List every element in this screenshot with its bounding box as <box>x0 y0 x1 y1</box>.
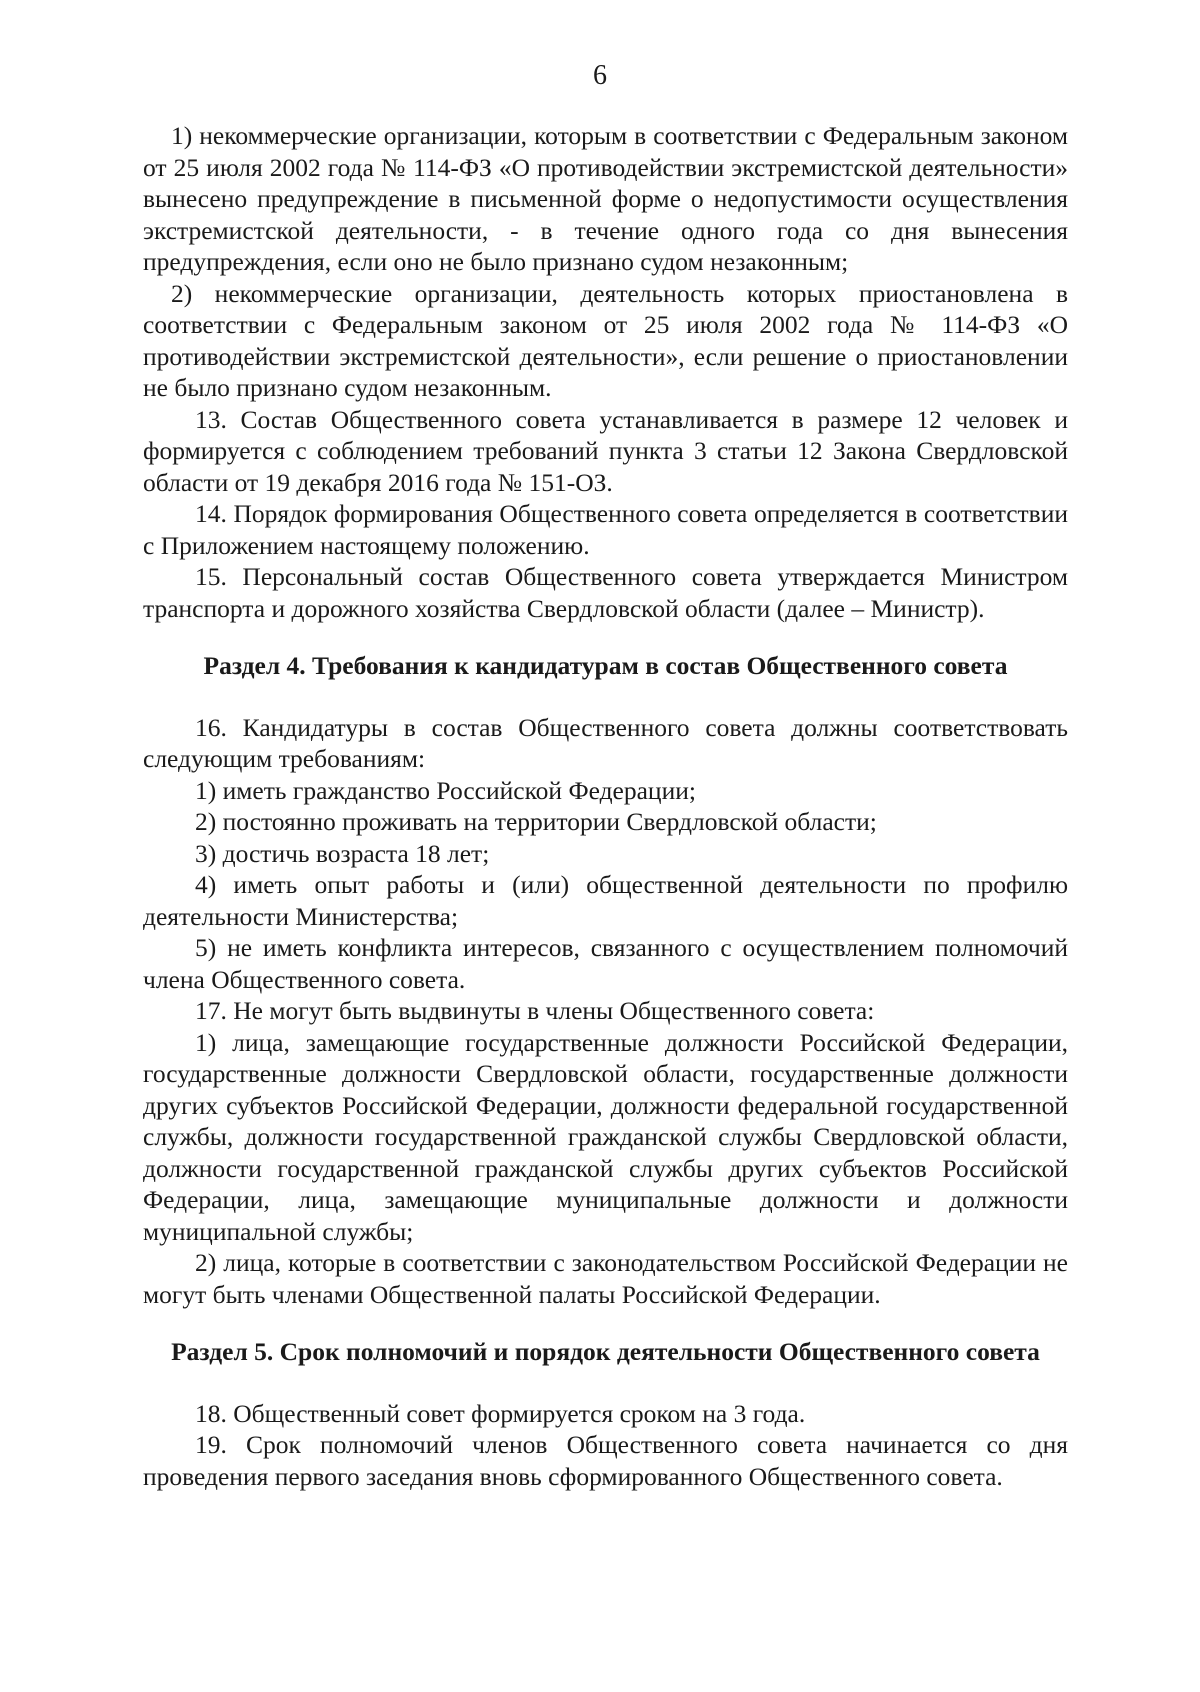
paragraph-16-item-1: 1) иметь гражданство Российской Федерации; <box>195 775 696 805</box>
paragraph-16: 16. Кандидатуры в состав Общественного совета должны соответствовать следующим требованиям: <box>143 712 1068 773</box>
paragraph-17-item-2: 2) лица, которые в соответствии с законодательством Российской Федерации не могут быть членами Общественной палаты Российской Федерации. <box>143 1248 1068 1309</box>
paragraph-15: 15. Персональный состав Общественного совета утверждается Министром транспорта и дорожного хозяйства Свердловской области (далее – Министр). <box>143 562 1068 623</box>
paragraph-19: 19. Срок полномочий членов Общественного совета начинается со дня проведения первого заседания вновь сформированного Общественного совета. <box>143 1430 1068 1491</box>
paragraph-13: 13. Состав Общественного совета устанавливается в размере 12 человек и формируется с соблюдением требований пункта 3 статьи 12 Закона Свердловской области от 19 декабря 2016 года № 151-ОЗ. <box>143 404 1068 497</box>
paragraph-18: 18. Общественный совет формируется сроком на 3 года. <box>195 1398 806 1428</box>
paragraph-14: 14. Порядок формирования Общественного совета определяется в соответствии с Приложением настоящему положению. <box>143 499 1068 560</box>
paragraph-item-2: 2) некоммерческие организации, деятельность которых приостановлена в соответствии с Федеральным законом от 25 июля 2002 года № 114-ФЗ «О противодействии экстремистской деятельности», если решение о приостановлении не было признано судом незаконным. <box>143 278 1068 402</box>
paragraph-16-item-2: 2) постоянно проживать на территории Свердловской области; <box>195 807 877 836</box>
page-number: 6 <box>593 60 607 91</box>
paragraph-16-item-4: 4) иметь опыт работы и (или) общественной деятельности по профилю деятельности Министерства; <box>143 870 1068 931</box>
section-4-heading: Раздел 4. Требования к кандидатурам в состав Общественного совета <box>203 651 1008 680</box>
section-5-heading: Раздел 5. Срок полномочий и порядок деятельности Общественного совета <box>171 1337 1040 1366</box>
paragraph-17-item-1: 1) лица, замещающие государственные должности Российской Федерации, государственные должности Свердловской области, государственные должности других субъектов Российской Федерации, должности федеральной государственной службы, должности государственной гражданской службы Свердловской области, должности государственной гражданской службы других субъектов Российской Федерации, лица, замещающие муниципальные должности и должности муниципальной службы; <box>143 1027 1068 1246</box>
document-body <box>143 120 1068 1492</box>
paragraph-16-item-3: 3) достичь возраста 18 лет; <box>195 838 490 868</box>
paragraph-item-1: 1) некоммерческие организации, которым в соответствии с Федеральным законом от 25 июля 2002 года № 114-ФЗ «О противодействии экстремистской деятельности» вынесено предупреждение в письменной форме о недопустимости осуществления экстремистской деятельности, - в течение одного года со дня вынесения предупреждения, если оно не было признано судом незаконным; <box>143 121 1068 276</box>
paragraph-16-item-5: 5) не иметь конфликта интересов, связанного с осуществлением полномочий члена Общественного совета. <box>143 933 1068 994</box>
paragraph-17: 17. Не могут быть выдвинуты в члены Общественного совета: <box>195 996 875 1025</box>
